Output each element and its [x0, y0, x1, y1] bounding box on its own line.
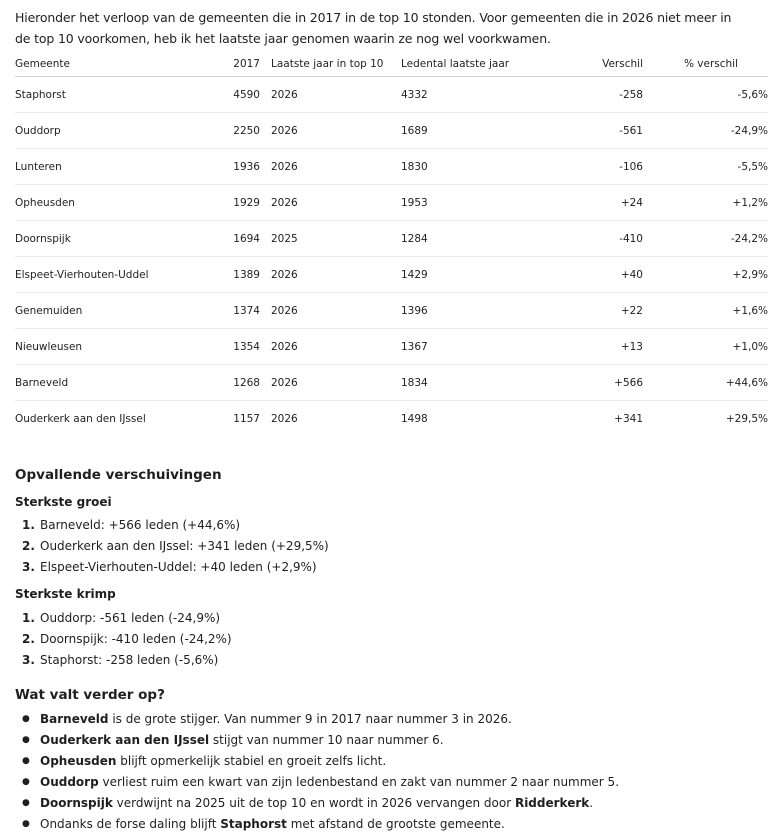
- cell-2017: 1268: [208, 365, 260, 401]
- cell-laatste-jaar: 2026: [260, 329, 401, 365]
- cell-pct-verschil: -5,6%: [643, 77, 768, 113]
- cell-verschil: +341: [614, 412, 643, 425]
- column-header: Verschil: [541, 52, 643, 77]
- cell-verschil: +566: [541, 365, 643, 401]
- cell-pct-verschil: +2,9%: [643, 257, 768, 293]
- cell-verschil: +22: [541, 293, 643, 329]
- list-item-text: Ouderkerk aan den IJssel: +341 leden (+29,5%): [40, 539, 329, 553]
- list-number: 3.: [22, 560, 35, 574]
- list-number: 2.: [22, 632, 35, 646]
- list-item-text: is de grote stijger. Van nummer 9 in 2017 naar nummer 3 in 2026.: [108, 712, 512, 726]
- cell-laatste-jaar: 2026: [260, 113, 401, 149]
- table-row: [15, 221, 768, 257]
- list-item-text: blijft opmerkelijk stabiel en groeit zelfs licht.: [116, 754, 387, 768]
- cell-2017: 4590: [208, 77, 260, 113]
- list-item: [15, 814, 619, 835]
- cell-ledental: 1367: [401, 329, 541, 365]
- cell-verschil: -410: [541, 221, 643, 257]
- bold-text: Opheusden: [40, 754, 117, 768]
- notes-heading: Wat valt verder op?: [15, 687, 165, 703]
- cell-2017: 1157: [233, 412, 260, 425]
- cell-2017: 2250: [208, 113, 260, 149]
- cell-verschil: +40: [541, 257, 643, 293]
- list-item: [15, 557, 329, 578]
- list-item: [15, 515, 329, 536]
- list-item: [15, 730, 619, 751]
- table-row: [15, 401, 768, 437]
- list-number: 2.: [22, 539, 35, 553]
- cell-2017: 1694: [208, 221, 260, 257]
- growth-heading: Sterkste groei: [15, 495, 112, 509]
- notes-list: [15, 709, 619, 835]
- cell-gemeente: Doornspijk: [15, 221, 208, 257]
- cell-verschil: -106: [541, 149, 643, 185]
- list-item: [15, 751, 619, 772]
- cell-verschil: +13: [541, 329, 643, 365]
- cell-ledental: 1953: [401, 185, 541, 221]
- list-item: [15, 709, 619, 730]
- table-row: [15, 365, 768, 401]
- bold-text: Doornspijk: [40, 796, 113, 810]
- table-row: [15, 293, 768, 329]
- bold-text: Barneveld: [40, 712, 109, 726]
- bold-text: Ouddorp: [40, 775, 99, 789]
- bold-text: Staphorst: [220, 817, 287, 831]
- table-row: [15, 113, 768, 149]
- column-header: Ledental laatste jaar: [401, 52, 541, 77]
- cell-ledental: 1689: [401, 113, 541, 149]
- decline-list: [15, 608, 232, 671]
- cell-gemeente: Ouddorp: [15, 113, 208, 149]
- municipality-table: [15, 52, 768, 436]
- cell-laatste-jaar: 2026: [260, 293, 401, 329]
- list-item-text: verliest ruim een kwart van zijn ledenbestand en zakt van nummer 2 naar nummer 5.: [98, 775, 620, 789]
- bullet-icon: ●: [22, 819, 30, 829]
- cell-gemeente: Lunteren: [15, 149, 208, 185]
- cell-laatste-jaar: 2026: [260, 257, 401, 293]
- cell-ledental: 1830: [401, 149, 541, 185]
- cell-verschil: +24: [541, 185, 643, 221]
- list-item: [15, 536, 329, 557]
- cell-gemeente: Staphorst: [15, 77, 208, 113]
- table-row: [15, 257, 768, 293]
- column-header: % verschil: [643, 52, 768, 77]
- cell-gemeente: Elspeet-Vierhouten-Uddel: [15, 257, 208, 293]
- cell-gemeente: Ouderkerk aan den IJssel: [15, 412, 146, 425]
- cell-2017: 1389: [208, 257, 260, 293]
- table-row: [15, 77, 768, 113]
- cell-pct-verschil: +1,0%: [643, 329, 768, 365]
- bullet-icon: ●: [22, 777, 30, 787]
- list-item-text: Staphorst: -258 leden (-5,6%): [40, 653, 219, 667]
- cell-2017: 1354: [208, 329, 260, 365]
- list-item-text: stijgt van nummer 10 naar nummer 6.: [209, 733, 444, 747]
- bullet-icon: ●: [22, 756, 30, 766]
- cell-verschil: -561: [541, 113, 643, 149]
- bold-text: Ridderkerk: [514, 796, 590, 810]
- cell-gemeente: Nieuwleusen: [15, 329, 208, 365]
- bullet-icon: ●: [22, 714, 30, 724]
- column-header: Laatste jaar in top 10: [260, 52, 401, 77]
- table-row: [15, 329, 768, 365]
- column-header: Gemeente: [15, 52, 208, 77]
- cell-laatste-jaar: 2026: [271, 412, 298, 425]
- cell-ledental: 1284: [401, 221, 541, 257]
- list-item-text: Barneveld: +566 leden (+44,6%): [40, 518, 241, 532]
- cell-2017: 1936: [208, 149, 260, 185]
- column-header: 2017: [208, 52, 260, 77]
- cell-gemeente: Barneveld: [15, 365, 208, 401]
- cell-ledental: 1429: [401, 257, 541, 293]
- list-item-text: Doornspijk: -410 leden (-24,2%): [40, 632, 232, 646]
- cell-pct-verschil: -24,9%: [643, 113, 768, 149]
- list-item-text: met afstand de grootste gemeente.: [286, 817, 505, 831]
- table-row: [15, 185, 768, 221]
- cell-pct-verschil: +44,6%: [643, 365, 768, 401]
- list-item: [15, 629, 232, 650]
- list-item-text: Ondanks de forse daling blijft: [40, 817, 221, 831]
- shifts-heading: Opvallende verschuivingen: [15, 467, 222, 483]
- intro-text: Hieronder het verloop van de gemeenten die in 2017 in de top 10 stonden. Voor gemeenten die in 2026 niet meer in de top 10 voorkomen, heb ik het laatste jaar genomen waarin ze nog wel voorkwamen.: [15, 10, 732, 46]
- list-item: [15, 650, 232, 671]
- list-item: [15, 772, 619, 793]
- bullet-icon: ●: [22, 735, 30, 745]
- list-item-text: verdwijnt na 2025 uit de top 10 en wordt in 2026 vervangen door: [112, 796, 515, 810]
- cell-ledental: 1396: [401, 293, 541, 329]
- cell-ledental: 1834: [401, 365, 541, 401]
- cell-laatste-jaar: 2026: [260, 149, 401, 185]
- list-item: [15, 793, 619, 814]
- cell-pct-verschil: +29,5%: [725, 412, 768, 425]
- cell-ledental: 1498: [401, 412, 428, 425]
- cell-pct-verschil: +1,6%: [643, 293, 768, 329]
- bullet-icon: ●: [22, 798, 30, 808]
- list-item-text: Elspeet-Vierhouten-Uddel: +40 leden (+2,9%): [40, 560, 317, 574]
- cell-2017: 1929: [208, 185, 260, 221]
- list-number: 3.: [22, 653, 35, 667]
- cell-laatste-jaar: 2025: [260, 221, 401, 257]
- growth-list: [15, 515, 329, 578]
- cell-ledental: 4332: [401, 77, 541, 113]
- cell-laatste-jaar: 2026: [260, 365, 401, 401]
- table-row: [15, 149, 768, 185]
- table-header-row: [15, 52, 768, 77]
- list-number: 1.: [22, 518, 35, 532]
- decline-heading: Sterkste krimp: [15, 587, 116, 601]
- cell-laatste-jaar: 2026: [260, 77, 401, 113]
- list-item: [15, 608, 232, 629]
- list-number: 1.: [22, 611, 35, 625]
- list-item-text: Ouddorp: -561 leden (-24,9%): [40, 611, 221, 625]
- cell-2017: 1374: [208, 293, 260, 329]
- cell-pct-verschil: -24,2%: [643, 221, 768, 257]
- cell-gemeente: Genemuiden: [15, 293, 208, 329]
- cell-pct-verschil: -5,5%: [643, 149, 768, 185]
- list-item-text: .: [589, 796, 594, 810]
- cell-gemeente: Opheusden: [15, 185, 208, 221]
- cell-verschil: -258: [541, 77, 643, 113]
- cell-pct-verschil: +1,2%: [643, 185, 768, 221]
- bold-text: Ouderkerk aan den IJssel: [40, 733, 210, 747]
- cell-laatste-jaar: 2026: [260, 185, 401, 221]
